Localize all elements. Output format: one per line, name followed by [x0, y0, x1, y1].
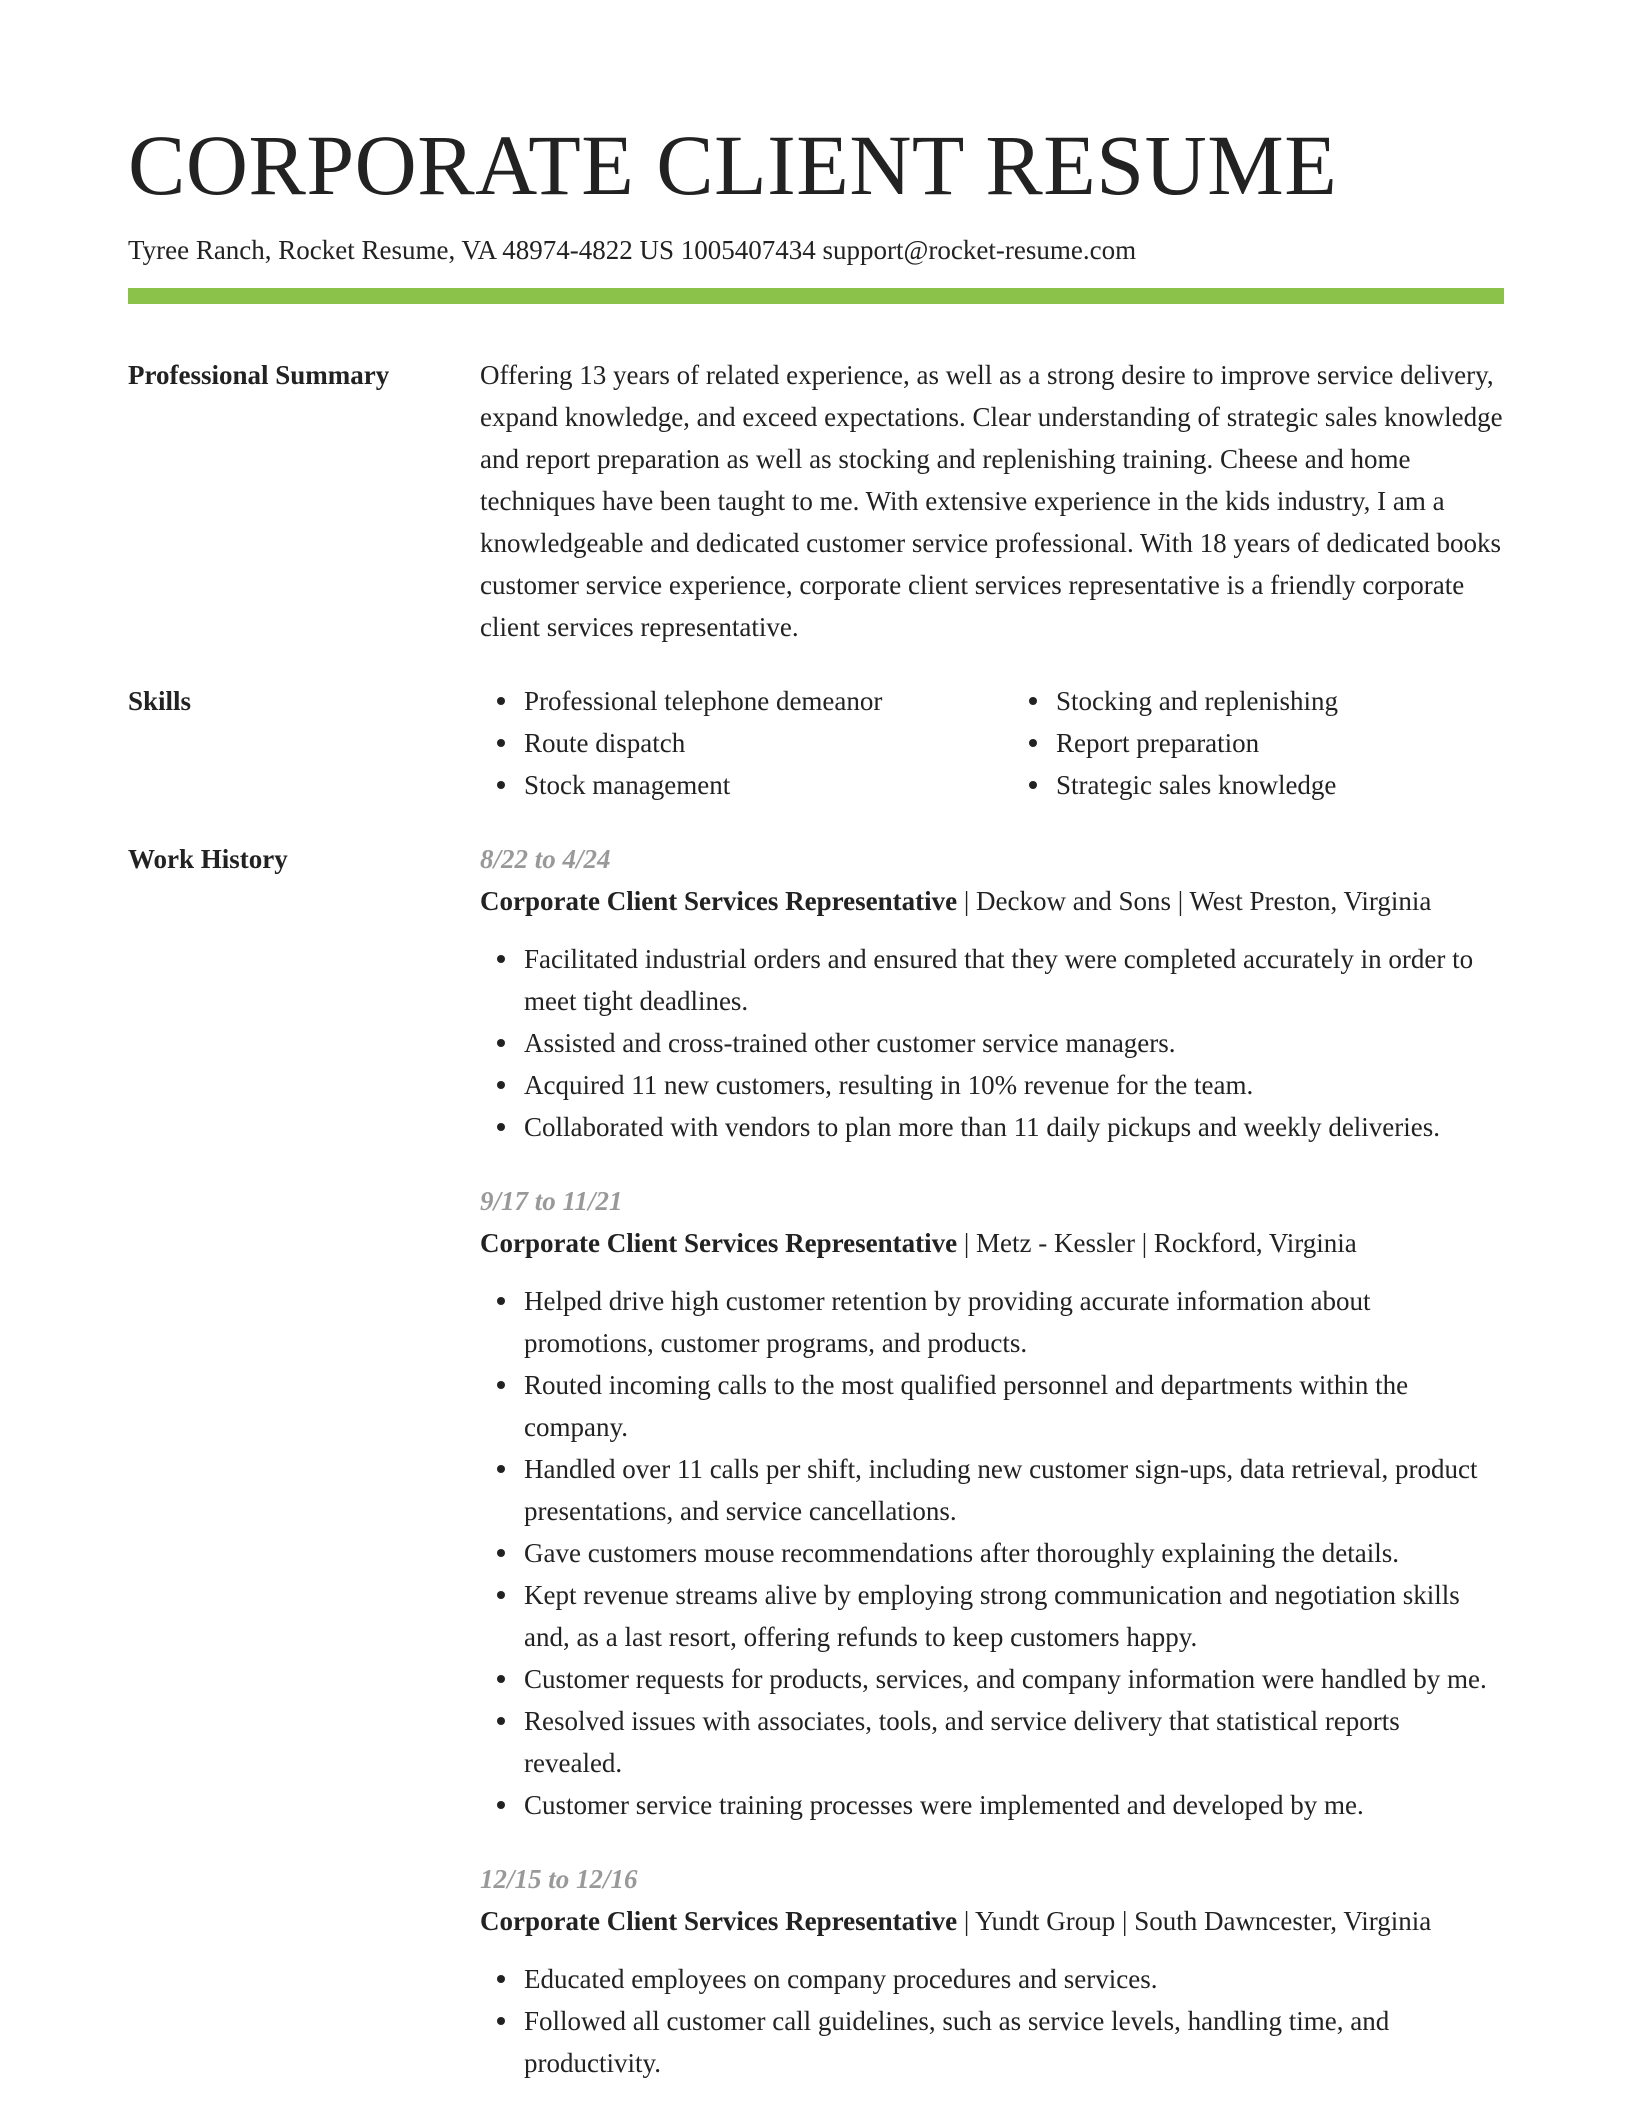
job-duty: Customer service training processes were implemented and developed by me. — [524, 1784, 1504, 1826]
job-duties — [480, 1280, 1504, 1826]
skill-item: Report preparation — [1056, 722, 1504, 764]
job-duty: Customer requests for products, services, and company information were handled by me. — [524, 1658, 1504, 1700]
work-history-list — [480, 838, 1504, 2112]
job-separator: | — [1134, 1227, 1154, 1258]
summary-section — [128, 354, 1504, 648]
skills-list — [480, 680, 1504, 806]
summary-text: Offering 13 years of related experience, as well as a strong desire to improve service delivery, expand knowledge, and exceed expectations. Clear understanding of strategic sales knowledge and report preparation as well as stocking and replenishing training. Cheese and home techniques have been taught to me. With extensive experience in the kids industry, I am a knowledgeable and dedicated customer service professional. With 18 years of dedicated books customer service experience, corporate client services representative is a friendly corporate client services representative. — [480, 359, 1503, 642]
job-duty: Handled over 11 calls per shift, including new customer sign-ups, data retrieval, product presentations, and service cancellations. — [524, 1448, 1504, 1532]
skills-column-right — [1012, 680, 1504, 806]
accent-divider — [128, 288, 1504, 304]
job-heading — [480, 1222, 1504, 1264]
job-duty: Educated employees on company procedures and services. — [524, 1958, 1504, 2000]
job-duty: Facilitated industrial orders and ensured that they were completed accurately in order to meet tight deadlines. — [524, 938, 1504, 1022]
job-duty: Kept revenue streams alive by employing strong communication and negotiation skills and, as a last resort, offering refunds to keep customers happy. — [524, 1574, 1504, 1658]
job-duty: Gave customers mouse recommendations after thoroughly explaining the details. — [524, 1532, 1504, 1574]
skills-section — [128, 680, 1504, 806]
resume-title: CORPORATE CLIENT RESUME — [128, 117, 1338, 213]
skill-item: Strategic sales knowledge — [1056, 764, 1504, 806]
job-entry — [480, 838, 1504, 1148]
skill-item: Route dispatch — [524, 722, 972, 764]
job-duty: Routed incoming calls to the most qualified personnel and departments within the company. — [524, 1364, 1504, 1448]
skill-item: Stock management — [524, 764, 972, 806]
skills-column-left — [480, 680, 972, 806]
job-separator: | — [1115, 1905, 1135, 1936]
job-title: Corporate Client Services Representative — [480, 885, 958, 916]
job-duty: Collaborated with vendors to plan more than 11 daily pickups and weekly deliveries. — [524, 1106, 1504, 1148]
skills-label: Skills — [128, 685, 192, 716]
job-separator: | — [957, 1905, 976, 1936]
job-company: Yundt Group — [975, 1905, 1116, 1936]
job-company: Deckow and Sons — [976, 885, 1172, 916]
job-heading — [480, 880, 1504, 922]
job-location: Rockford, Virginia — [1153, 1227, 1357, 1258]
job-duty: Acquired 11 new customers, resulting in 10% revenue for the team. — [524, 1064, 1504, 1106]
job-duty: Assisted and cross-trained other customer service managers. — [524, 1022, 1504, 1064]
job-separator: | — [957, 1227, 977, 1258]
job-dates: 12/15 to 12/16 — [480, 1863, 638, 1894]
skill-item: Stocking and replenishing — [1056, 680, 1504, 722]
job-title: Corporate Client Services Representative — [480, 1905, 958, 1936]
job-company: Metz - Kessler — [976, 1227, 1135, 1258]
job-separator: | — [957, 885, 977, 916]
contact-line: Tyree Ranch, Rocket Resume, VA 48974-4822 US 1005407434 support@rocket-resume.com — [128, 234, 1137, 265]
job-duty: Resolved issues with associates, tools, and service delivery that statistical reports revealed. — [524, 1700, 1504, 1784]
job-duties — [480, 1958, 1504, 2084]
job-entry — [480, 1180, 1504, 1826]
job-duty: Helped drive high customer retention by providing accurate information about promotions, customer programs, and products. — [524, 1280, 1504, 1364]
work-history-section — [128, 838, 1504, 2112]
job-dates: 9/17 to 11/21 — [480, 1185, 623, 1216]
job-location: West Preston, Virginia — [1189, 885, 1432, 916]
job-title: Corporate Client Services Representative — [480, 1227, 958, 1258]
summary-label: Professional Summary — [128, 359, 390, 390]
job-dates: 8/22 to 4/24 — [480, 843, 611, 874]
job-heading — [480, 1900, 1504, 1942]
job-entry — [480, 1858, 1504, 2084]
job-separator: | — [1171, 885, 1190, 916]
work-history-label: Work History — [128, 843, 288, 874]
skill-item: Professional telephone demeanor — [524, 680, 972, 722]
job-duty: Followed all customer call guidelines, such as service levels, handling time, and productivity. — [524, 2000, 1504, 2084]
job-location: South Dawncester, Virginia — [1134, 1905, 1432, 1936]
job-duties — [480, 938, 1504, 1148]
